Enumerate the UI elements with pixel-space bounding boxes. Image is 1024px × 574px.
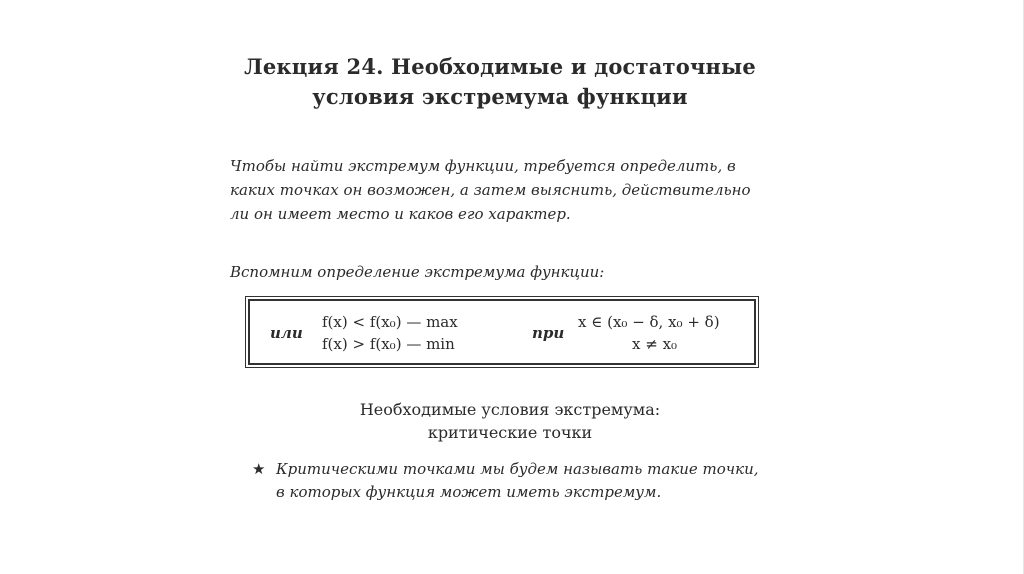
intro-paragraph bbox=[230, 154, 790, 226]
section-heading bbox=[250, 398, 770, 444]
star-icon: ★ bbox=[252, 460, 266, 478]
title-line-2: условия экстремума функции bbox=[312, 84, 688, 109]
or-label: или bbox=[270, 324, 303, 342]
section-line-1: Необходимые условия экстремума: bbox=[359, 400, 661, 419]
lecture-title bbox=[200, 52, 800, 112]
recall-definition-text: Вспомним определение экстремума функции: bbox=[230, 263, 605, 281]
title-line-1: Лекция 24. Необходимые и достаточные bbox=[244, 54, 756, 79]
note-line-2: в которых функция может иметь экстремум. bbox=[276, 483, 662, 501]
intro-line-1: Чтобы найти экстремум функции, требуется определить, в bbox=[230, 157, 736, 175]
max-condition: f(x) < f(x₀) — max bbox=[322, 313, 458, 331]
min-condition: f(x) > f(x₀) — min bbox=[322, 335, 455, 353]
section-line-2: критические точки bbox=[427, 423, 593, 442]
not-equal-condition: x ≠ x₀ bbox=[632, 335, 678, 353]
intro-line-3: ли он имеет место и каков его характер. bbox=[230, 205, 571, 223]
note-line-1: Критическими точками мы будем называть такие точки, bbox=[276, 460, 759, 478]
definition-box bbox=[248, 299, 756, 365]
neighborhood-condition: x ∈ (x₀ − δ, x₀ + δ) bbox=[578, 313, 720, 331]
at-label: при bbox=[532, 324, 565, 342]
intro-line-2: каких точках он возможен, а затем выяснить, действительно bbox=[230, 181, 751, 199]
